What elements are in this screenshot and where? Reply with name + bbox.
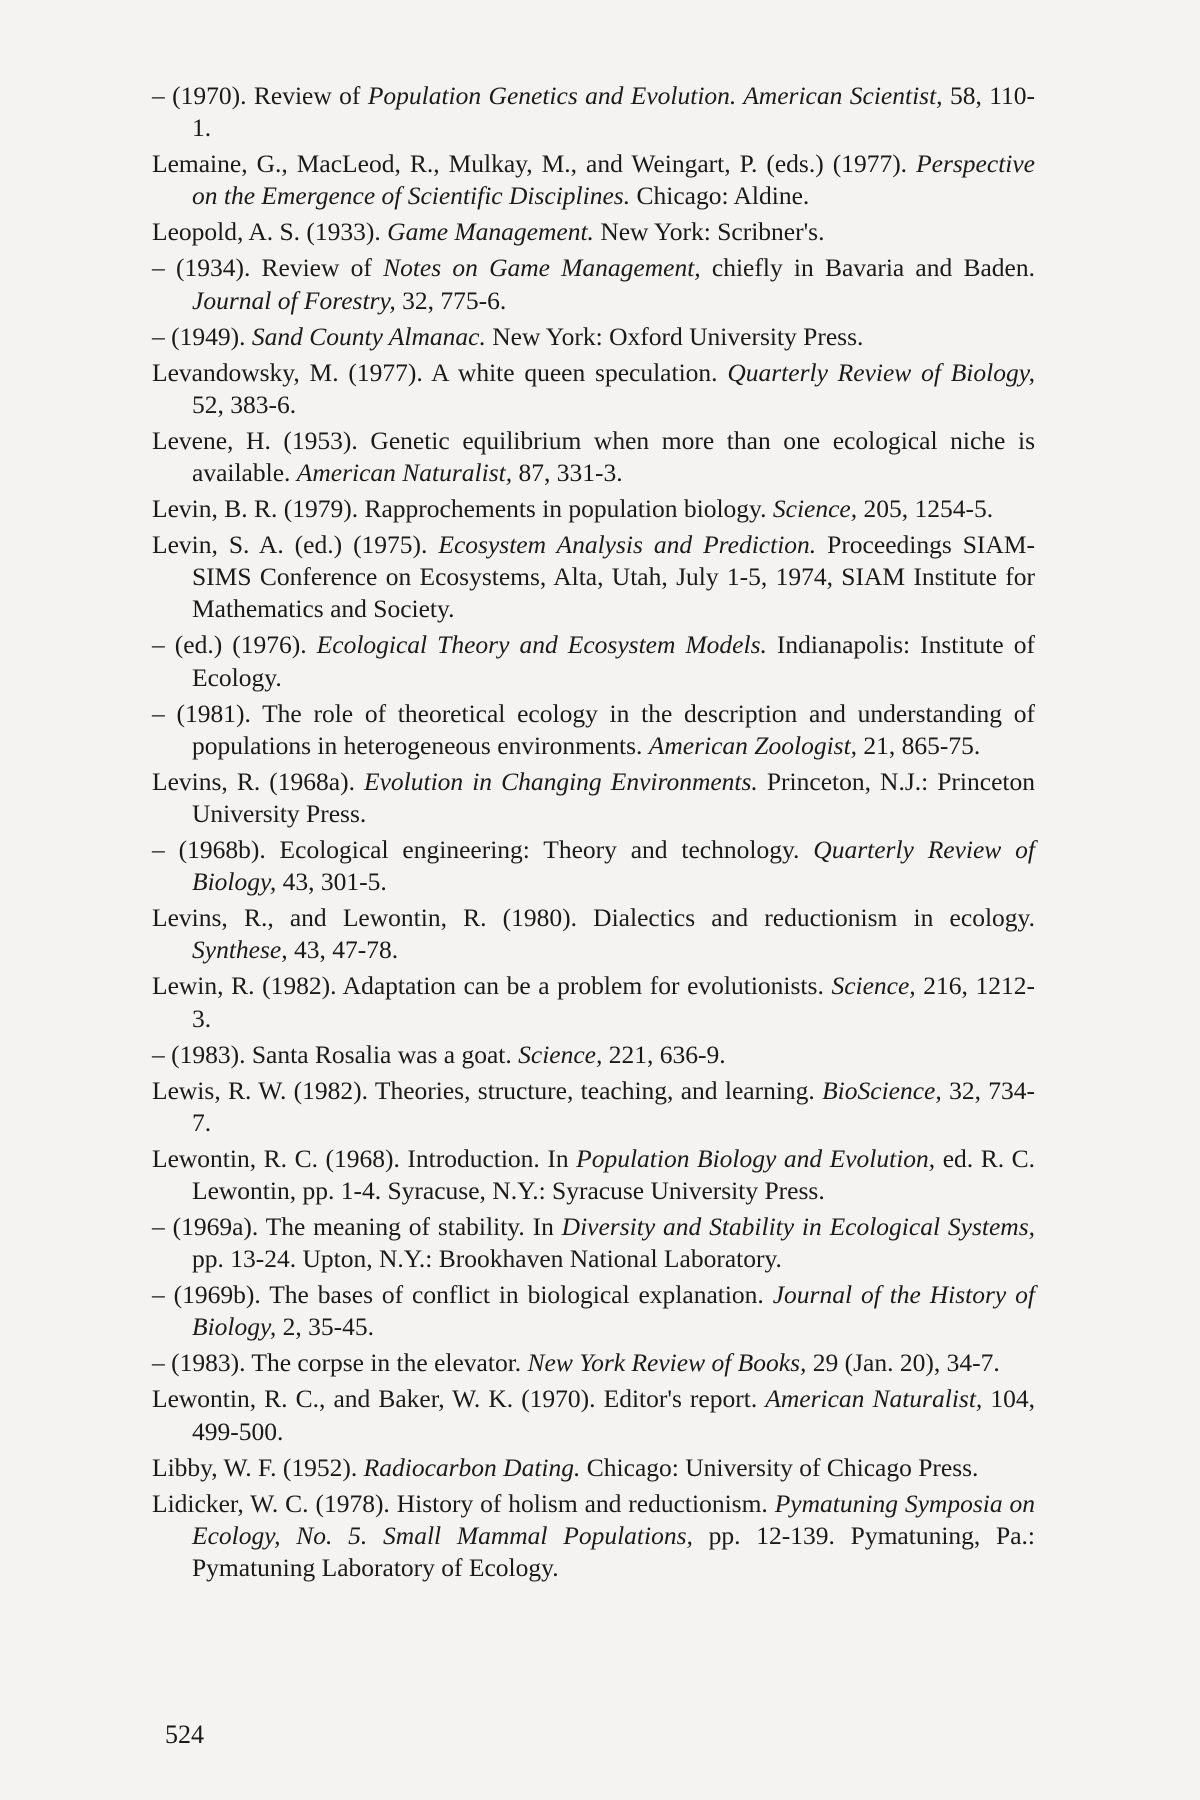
reference-entry: Levins, R. (1968a). Evolution in Changing Environments. Princeton, N.J.: Princeton University Press. [152,766,1035,829]
reference-entry: – (1949). Sand County Almanac. New York: Oxford University Press. [152,321,864,351]
reference-entry: Lidicker, W. C. (1978). History of holism and reductionism. Pymatuning Symposia on Ecology, No. 5. Small Mammal Populations, pp. 12-139. Pymatuning, Pa.: Pymatuning Laboratory of Ecology. [152,1488,1035,1583]
reference-entry: Lewontin, R. C., and Baker, W. K. (1970). Editor's report. American Naturalist, 104, 499-500. [152,1384,1035,1446]
reference-entry: – (1934). Review of Notes on Game Management, chiefly in Bavaria and Baden. Journal of Forestry, 32, 775-6. [152,253,1035,315]
reference-entry: – (1970). Review of Population Genetics and Evolution. American Scientist, 58, 110-1. [152,81,1035,143]
reference-entry: – (1981). The role of theoretical ecology in the description and understanding of populations in heterogeneous environments. American Zoologist, 21, 865-75. [152,698,1035,760]
reference-entry: Levins, R., and Lewontin, R. (1980). Dialectics and reductionism in ecology. Synthese, 43, 47-78. [152,903,1035,965]
reference-entry: – (1968b). Ecological engineering: Theory and technology. Quarterly Review of Biology, 43, 301-5. [152,835,1035,897]
reference-list [152,80,1035,1588]
reference-entry: Lewontin, R. C. (1968). Introduction. In Population Biology and Evolution, ed. R. C. Lewontin, pp. 1-4. Syracuse, N.Y.: Syracuse University Press. [152,1143,1036,1206]
reference-entry: Libby, W. F. (1952). Radiocarbon Dating. Chicago: University of Chicago Press. [152,1452,979,1482]
reference-entry: Lemaine, G., MacLeod, R., Mulkay, M., and Weingart, P. (eds.) (1977). Perspective on the Emergence of Scientific Disciplines. Chicago: Aldine. [152,149,1035,211]
reference-entry: Levene, H. (1953). Genetic equilibrium when more than one ecological niche is available. American Naturalist, 87, 331-3. [152,425,1035,488]
reference-entry: Leopold, A. S. (1933). Game Management. New York: Scribner's. [152,217,825,247]
reference-entry: Lewin, R. (1982). Adaptation can be a problem for evolutionists. Science, 216, 1212-3. [152,971,1036,1033]
reference-entry: – (1969b). The bases of conflict in biological explanation. Journal of the History of Biology, 2, 35-45. [152,1280,1035,1342]
reference-entry: Levin, S. A. (ed.) (1975). Ecosystem Analysis and Prediction. Proceedings SIAM-SIMS Conference on Ecosystems, Alta, Utah, July 1-5, 1974, SIAM Institute for Mathematics and Society. [152,530,1035,624]
reference-entry: – (1969a). The meaning of stability. In Diversity and Stability in Ecological Systems, pp. 13-24. Upton, N.Y.: Brookhaven National Laboratory. [152,1212,1035,1274]
reference-entry: – (1983). Santa Rosalia was a goat. Science, 221, 636-9. [152,1039,726,1069]
reference-entry: – (ed.) (1976). Ecological Theory and Ecosystem Models. Indianapolis: Institute of Ecology. [152,630,1035,692]
reference-entry: Levin, B. R. (1979). Rapprochements in population biology. Science, 205, 1254-5. [152,494,994,524]
reference-entry: – (1983). The corpse in the elevator. New York Review of Books, 29 (Jan. 20), 34-7. [152,1348,1000,1378]
reference-entry: Levandowsky, M. (1977). A white queen speculation. Quarterly Review of Biology, 52, 383-6. [152,357,1035,419]
page-number: 524 [165,1720,204,1749]
reference-entry: Lewis, R. W. (1982). Theories, structure, teaching, and learning. BioScience, 32, 734-7. [152,1075,1035,1137]
